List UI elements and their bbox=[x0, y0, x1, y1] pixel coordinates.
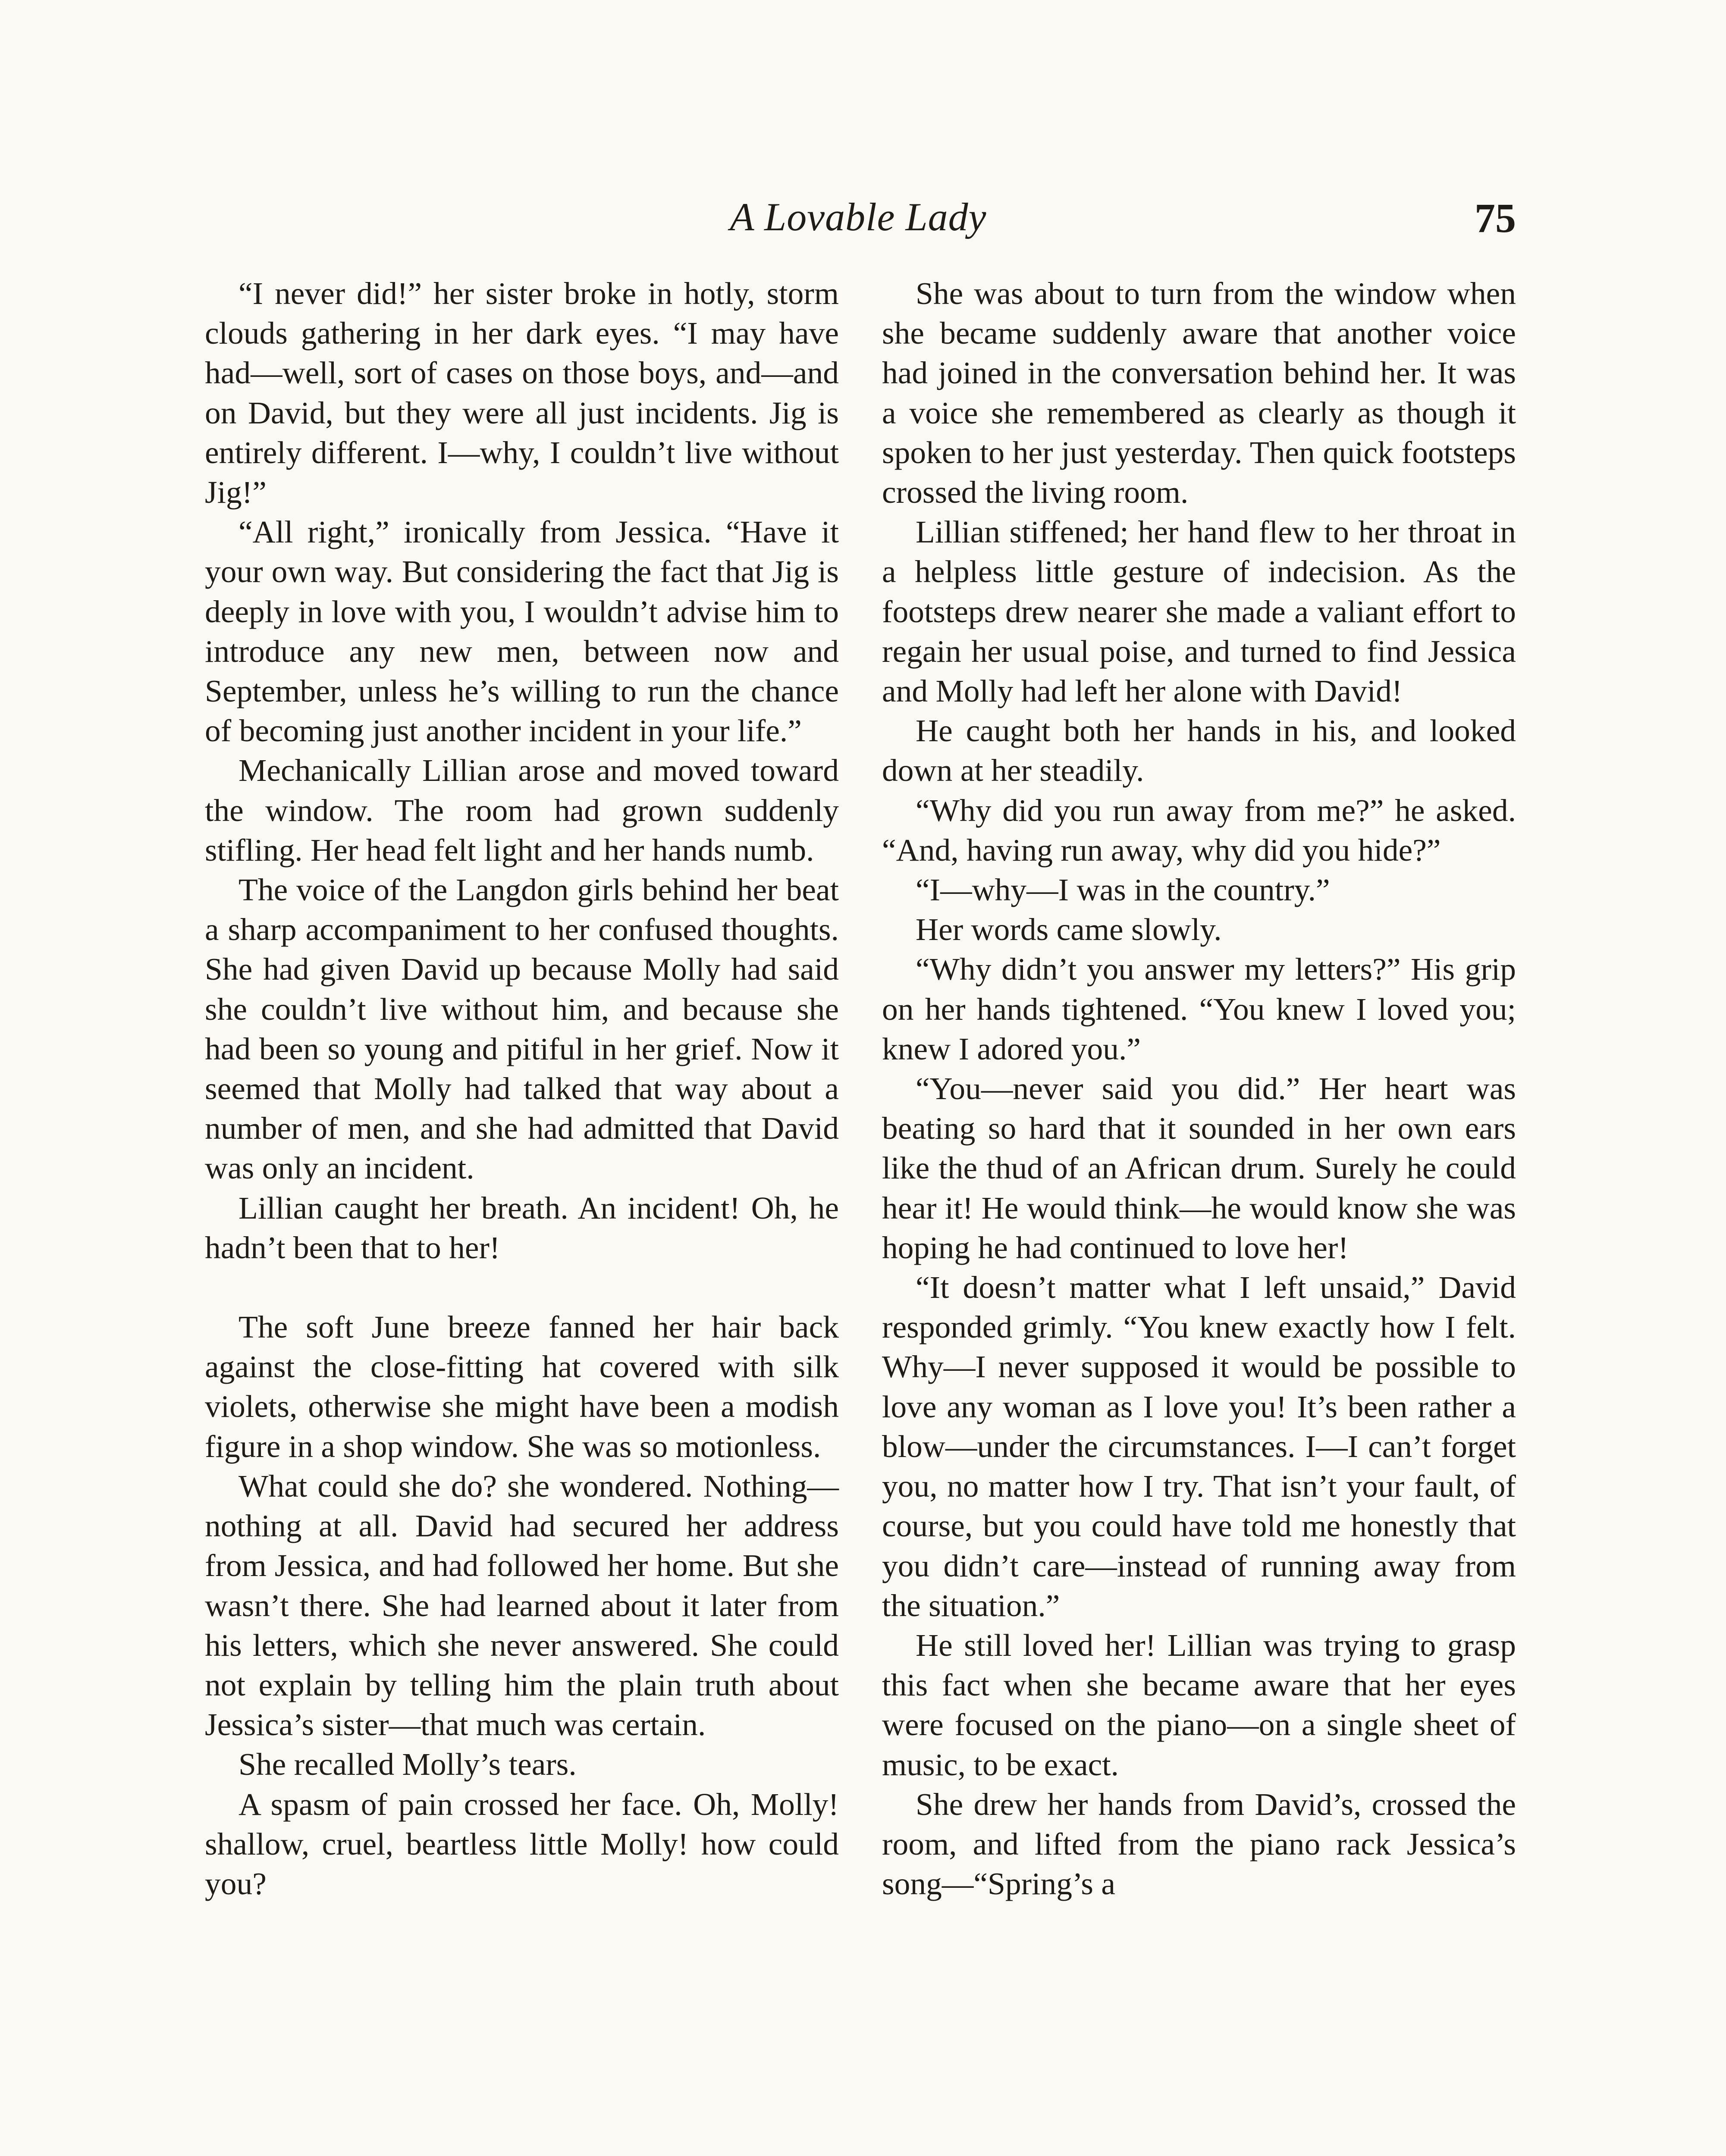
paragraph: She drew her hands from David’s, crossed the room, and lifted from the piano rack Jessica’s song—“Spring’s a bbox=[882, 1786, 1516, 1902]
paragraph: Mechanically Lillian arose and moved toward the window. The room had grown suddenly stifling. Her head felt light and her hands numb. bbox=[205, 753, 839, 868]
page-header bbox=[201, 194, 1516, 263]
paragraph: He caught both her hands in his, and looked down at her steadily. bbox=[882, 713, 1516, 788]
paragraph: She was about to turn from the window when she became suddenly aware that another voice had joined in the conversation behind her. It was a voice she remembered as clearly as though it spoken to her just yesterday. Then quick footsteps crossed the living room. bbox=[882, 276, 1516, 510]
paragraph: The voice of the Langdon girls behind her beat a sharp accompaniment to her confused thoughts. She had given David up because Molly had said she couldn’t live without him, and because she had been so young and pitiful in her grief. Now it seemed that Molly had talked that way about a number of men, and she had admitted that David was only an incident. bbox=[205, 872, 839, 1186]
paragraph: Lillian caught her breath. An incident! Oh, he hadn’t been that to her! bbox=[205, 1190, 839, 1265]
paragraph: Lillian stiffened; her hand flew to her throat in a helpless little gesture of indecision. As the footsteps drew nearer she made a valiant effort to regain her usual poise, and turned to find Jessica and Molly had left her alone with David! bbox=[882, 514, 1516, 709]
paragraph: “I—why—I was in the country.” bbox=[916, 872, 1330, 908]
paragraph: “All right,” ironically from Jessica. “Have it your own way. But considering the fact that Jig is deeply in love with you, I wouldn’t advise him to introduce any new men, between now and September, unless he’s willing to run the chance of becoming just another incident in your life.” bbox=[205, 514, 839, 749]
paragraph: She recalled Molly’s tears. bbox=[239, 1747, 577, 1782]
paragraph: A spasm of pain crossed her face. Oh, Molly! shallow, cruel, beartless little Molly! how could you? bbox=[205, 1786, 839, 1901]
paragraph: “I never did!” her sister broke in hotly, storm clouds gathering in her dark eyes. “I may have had—well, sort of cases on those boys, and—and on David, but they were all just incidents. Jig is entirely different. I—why, I couldn’t live without Jig!” bbox=[205, 276, 839, 510]
right-column bbox=[882, 274, 1516, 1904]
paragraph: “Why did you run away from me?” he asked. “And, having run away, why did you hide?” bbox=[882, 793, 1516, 868]
paragraph: The soft June breeze fanned her hair back against the close-fitting hat covered with silk violets, otherwise she might have been a modish figure in a shop window. She was so motionless. bbox=[205, 1310, 839, 1464]
paragraph: “Why didn’t you answer my letters?” His grip on her hands tightened. “You knew I loved you; knew I adored you.” bbox=[882, 952, 1516, 1066]
running-title: A Lovable Lady bbox=[730, 195, 987, 239]
page-number: 75 bbox=[1475, 195, 1516, 241]
paragraph: “You—never said you did.” Her heart was beating so hard that it sounded in her own ears like the thud of an African drum. Surely he could hear it! He would think—he would know she was hoping he had continued to love her! bbox=[882, 1071, 1516, 1265]
paragraph: He still loved her! Lillian was trying to grasp this fact when she became aware that her eyes were focused on the piano—on a single sheet of music, to be exact. bbox=[882, 1627, 1516, 1782]
paragraph: What could she do? she wondered. Nothing—nothing at all. David had secured her address from Jessica, and had followed her home. But she wasn’t there. She had learned about it later from his letters, which she never answered. She could not explain by telling him the plain truth about Jessica’s sister—that much was certain. bbox=[205, 1468, 839, 1742]
left-column bbox=[205, 274, 839, 1904]
paragraph: “It doesn’t matter what I left unsaid,” David responded grimly. “You knew exactly how I felt. Why—I never supposed it would be possible to love any woman as I love you! It’s been rather a blow—under the circumstances. I—I can’t forget you, no matter how I try. That isn’t your fault, of course, but you could have told me honestly that you didn’t care—instead of running away from the situation.” bbox=[882, 1270, 1516, 1623]
paragraph: Her words came slowly. bbox=[916, 912, 1222, 947]
